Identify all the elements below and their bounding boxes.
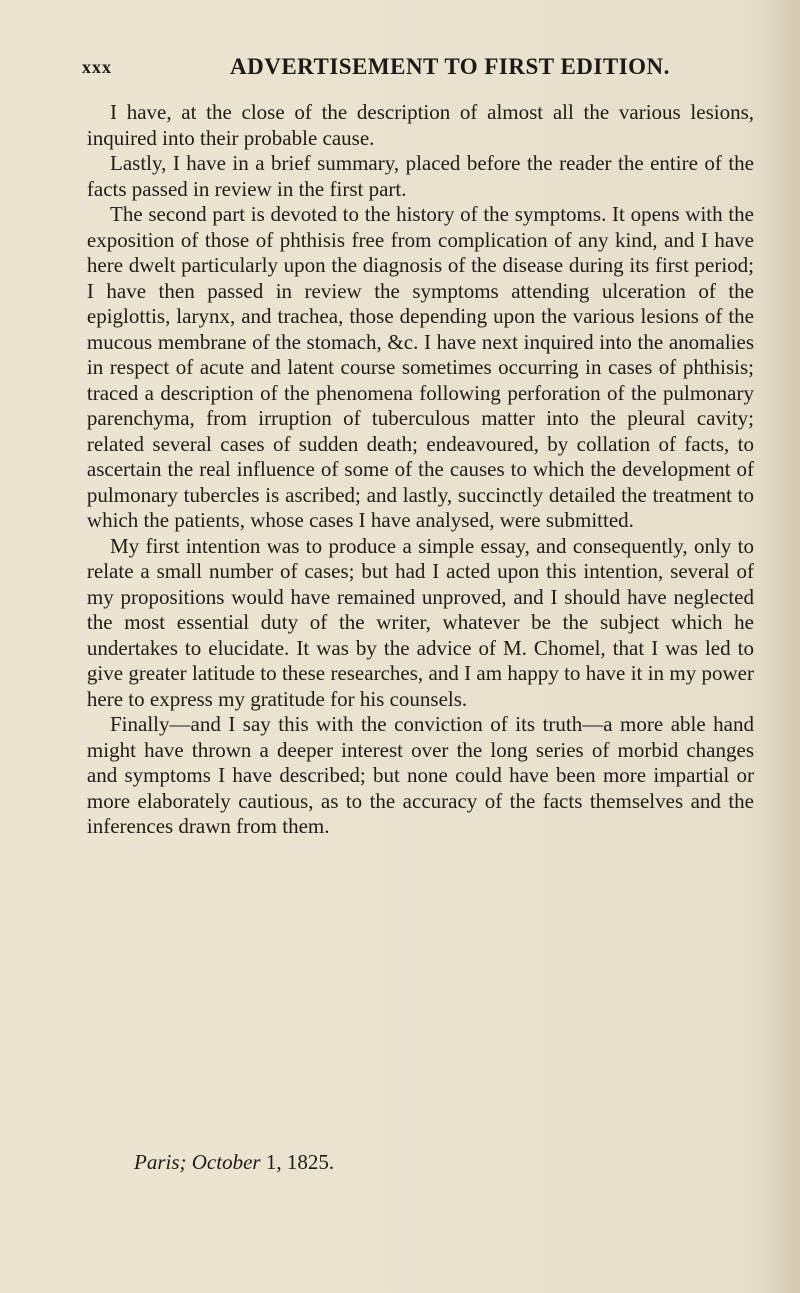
paragraph: I have, at the close of the description of almost all the various lesions, inquired into their probable cause. [86,100,754,150]
paragraph: My first intention was to produce a simple essay, and consequently, only to relate a small number of cases; but had I acted upon this intention, several of my propositions would have remained unproved, and I should have neglected the most essential duty of the writer, whatever be the subject which he undertakes to elucidate. It was by the advice of M. Chomel, that I was led to give greater latitude to these researches, and I am happy to have it in my power here to express my gratitude for his counsels. [86,533,754,711]
body-text [86,100,754,840]
paragraph: Finally—and I say this with the conviction of its truth—a more able hand might have thrown a deeper interest over the long series of morbid changes and symptoms I have described; but none could have been more impartial or more elaborately cautious, as to the accuracy of the facts themselves and the inferences drawn from them. [86,712,754,838]
page-number: xxx [82,57,112,77]
running-title: ADVERTISEMENT TO FIRST EDITION. [230,54,670,79]
paragraph: Lastly, I have in a brief summary, placed before the reader the entire of the facts passed in review in the first part. [86,151,754,201]
dateline [134,1150,334,1175]
dateline-date: 1, 1825. [265,1150,335,1174]
dateline-month: October [191,1150,261,1174]
dateline-place: Paris; [134,1150,187,1174]
paragraph: The second part is devoted to the history of the symptoms. It opens with the exposition of those of phthisis free from complication of any kind, and I have here dwelt particularly upon the diagnosis of the disease during its first period; I have then passed in review the symptoms attending ulceration of the epiglottis, larynx, and trachea, those depending upon the various lesions of the mucous membrane of the stomach, &c. I have next inquired into the anomalies in respect of acute and latent course sometimes occurring in cases of phthisis; traced a description of the phenomena following perforation of the pulmonary parenchyma, from irruption of tuberculous matter into the pleural cavity; related several cases of sudden death; endeavoured, by collation of facts, to ascertain the real influence of some of the causes to which the development of pulmonary tubercles is ascribed; and lastly, succinctly detailed the treatment to which the patients, whose cases I have analysed, were submitted. [86,202,754,532]
page-header [82,54,722,84]
page-edge-shadow [760,0,800,1293]
